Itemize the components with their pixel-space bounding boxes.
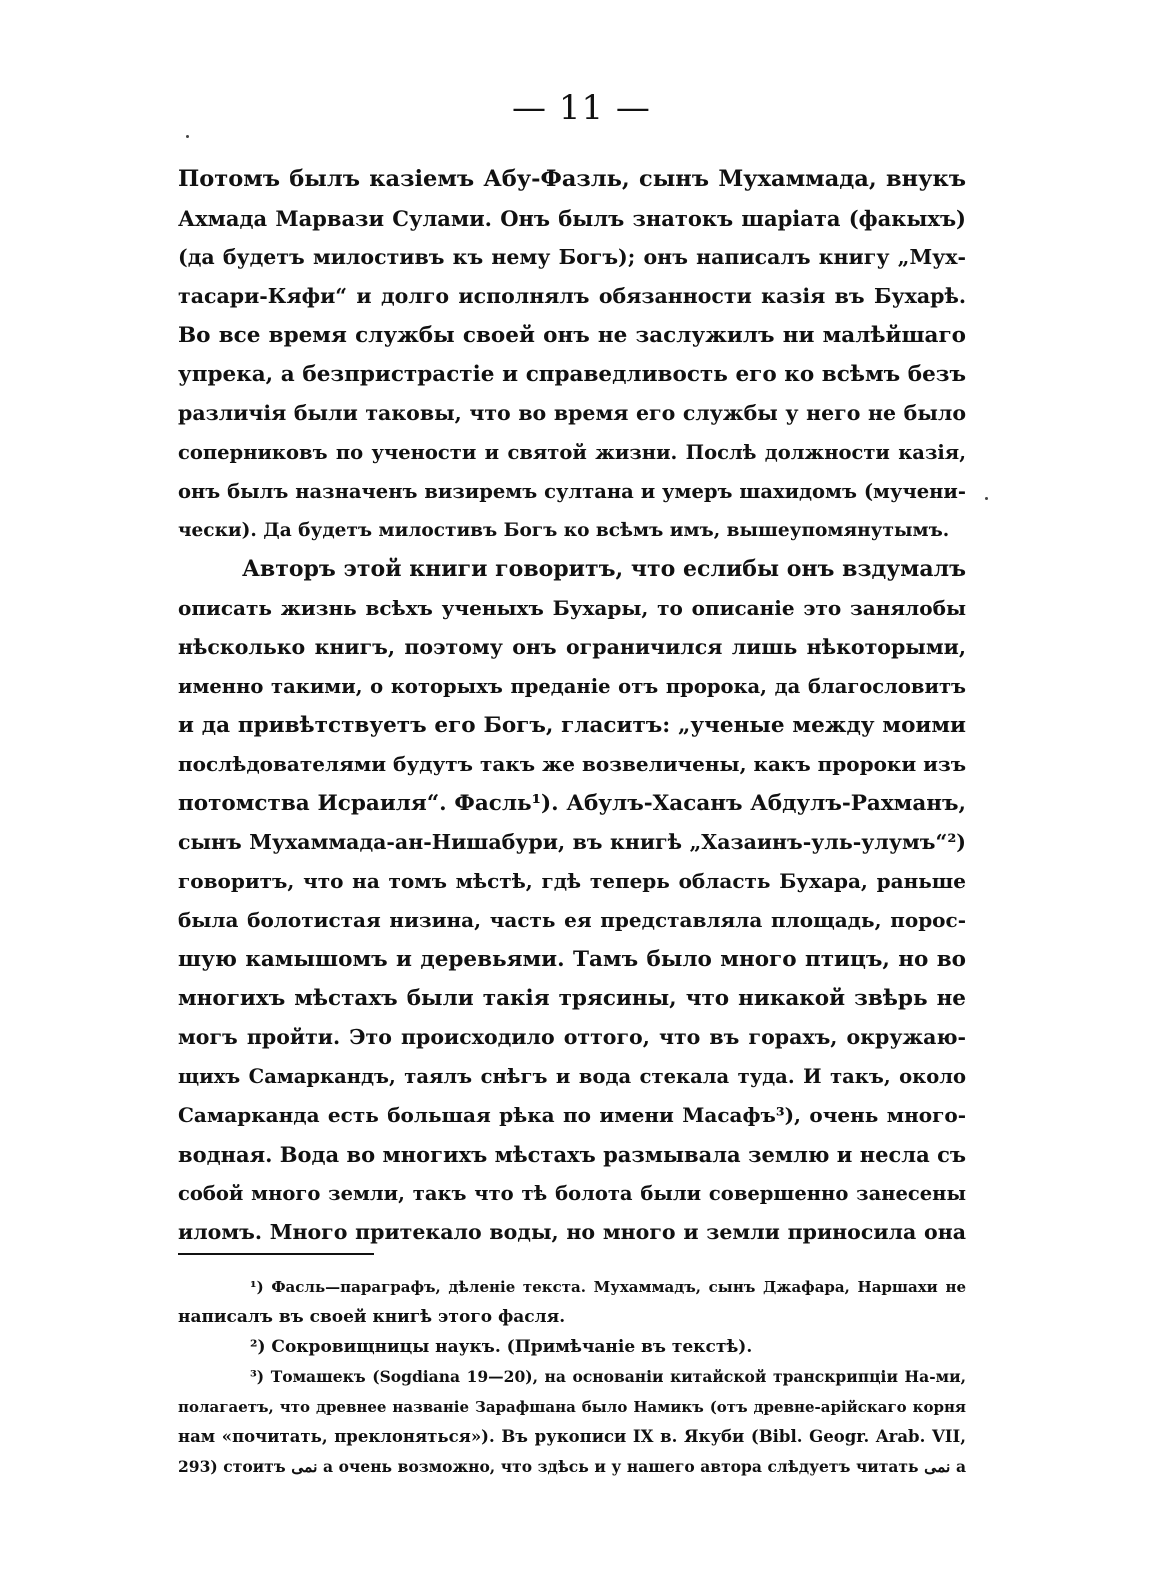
text-line: тасари-Кяфи“ и долго исполнялъ обязанности казія въ Бухарѣ.	[178, 284, 966, 308]
text-line: и да привѣтствуетъ его Богъ, гласитъ: „ученые между моими	[178, 713, 966, 738]
text-line: Ахмада Марвази Сулами. Онъ былъ знатокъ шаріата (факыхъ)	[178, 206, 966, 231]
footnotes	[178, 1272, 966, 1482]
footnote-line: нам «почитать, преклоняться»). Въ рукописи IX в. Якуби (Bibl. Geogr. Arab. VII,	[178, 1427, 966, 1446]
footnote-line: 293) стоитъ نمى а очень возможно, что здѣсь и у нашего автора слѣдуетъ читать نمى а	[178, 1457, 966, 1476]
text-line: была болотистая низина, часть ея представляла площадь, порос-	[178, 908, 966, 932]
scan-speck	[186, 135, 189, 138]
text-line: сынъ Мухаммада-ан-Нишабури, въ книгѣ „Хазаинъ-уль-улумъ“²)	[178, 830, 966, 854]
text-line: описать жизнь всѣхъ ученыхъ Бухары, то описаніе это занялобы	[178, 596, 966, 620]
text-line: различія были таковы, что во время его службы у него не было	[178, 401, 966, 425]
text-line: послѣдователями будутъ такъ же возвеличены, какъ пророки изъ	[178, 752, 966, 776]
text-line: говоритъ, что на томъ мѣстѣ, гдѣ теперь область Бухара, раньше	[178, 869, 966, 893]
text-line: Потомъ былъ казіемъ Абу-Фазль, сынъ Мухаммада, внукъ	[178, 166, 966, 192]
text-line: чески). Да будетъ милостивъ Богъ ко всѣмъ имъ, вышеупомянутымъ.	[178, 520, 950, 541]
text-line: упрека, а безпристрастіе и справедливость его ко всѣмъ безъ	[178, 362, 966, 387]
text-line: шую камышомъ и деревьями. Тамъ было много птицъ, но во	[178, 947, 966, 972]
text-line: могъ пройти. Это происходило оттого, что въ горахъ, окружаю-	[178, 1025, 966, 1049]
footnote-rule	[178, 1253, 374, 1255]
text-line: Во все время службы своей онъ не заслужилъ ни малѣйшаго	[178, 323, 966, 348]
text-line: нѣсколько книгъ, поэтому онъ ограничился лишь нѣкоторыми,	[178, 635, 966, 659]
scan-speck	[985, 497, 988, 500]
footnote-line: написалъ въ своей книгѣ этого фасля.	[178, 1307, 566, 1327]
body-text	[178, 160, 966, 1252]
footnote-line: ¹) Фасль—параграфъ, дѣленіе текста. Мухаммадъ, сынъ Джафара, Наршахи не	[250, 1278, 966, 1296]
text-line: Авторъ этой книги говоритъ, что еслибы онъ вздумалъ	[242, 556, 966, 582]
text-line: соперниковъ по учености и святой жизни. Послѣ должности казія,	[178, 441, 966, 464]
text-line: щихъ Самаркандъ, таялъ снѣгъ и вода стекала туда. И такъ, около	[178, 1065, 966, 1088]
footnote-line: полагаетъ, что древнее названіе Зарафшана было Намикъ (отъ древне-арійскаго корня	[178, 1398, 966, 1416]
text-line: водная. Вода во многихъ мѣстахъ размывала землю и несла съ	[178, 1142, 966, 1167]
text-line: именно такими, о которыхъ преданіе отъ пророка, да благословитъ	[178, 675, 966, 698]
page-number: — 11 —	[512, 88, 651, 128]
text-line: онъ былъ назначенъ визиремъ султана и умеръ шахидомъ (мучени-	[178, 480, 966, 503]
text-line: иломъ. Много притекало воды, но много и земли приносила она	[178, 1220, 966, 1244]
text-line: Самарканда есть большая рѣка по имени Масафъ³), очень много-	[178, 1103, 966, 1127]
text-line: (да будетъ милостивъ къ нему Богъ); онъ написалъ книгу „Мух-	[178, 245, 966, 269]
text-line: многихъ мѣстахъ были такія трясины, что никакой звѣрь не	[178, 986, 966, 1011]
text-line: собой много земли, такъ что тѣ болота были совершенно занесены	[178, 1182, 966, 1205]
footnote-line: ²) Сокровищницы наукъ. (Примѣчаніе въ текстѣ).	[250, 1337, 753, 1357]
footnote-line: ³) Томашекъ (Sogdiana 19—20), на основаніи китайской транскрипціи На-ми,	[250, 1367, 966, 1386]
text-line: потомства Исраиля“. Фасль¹). Абулъ-Хасанъ Абдулъ-Рахманъ,	[178, 791, 966, 816]
